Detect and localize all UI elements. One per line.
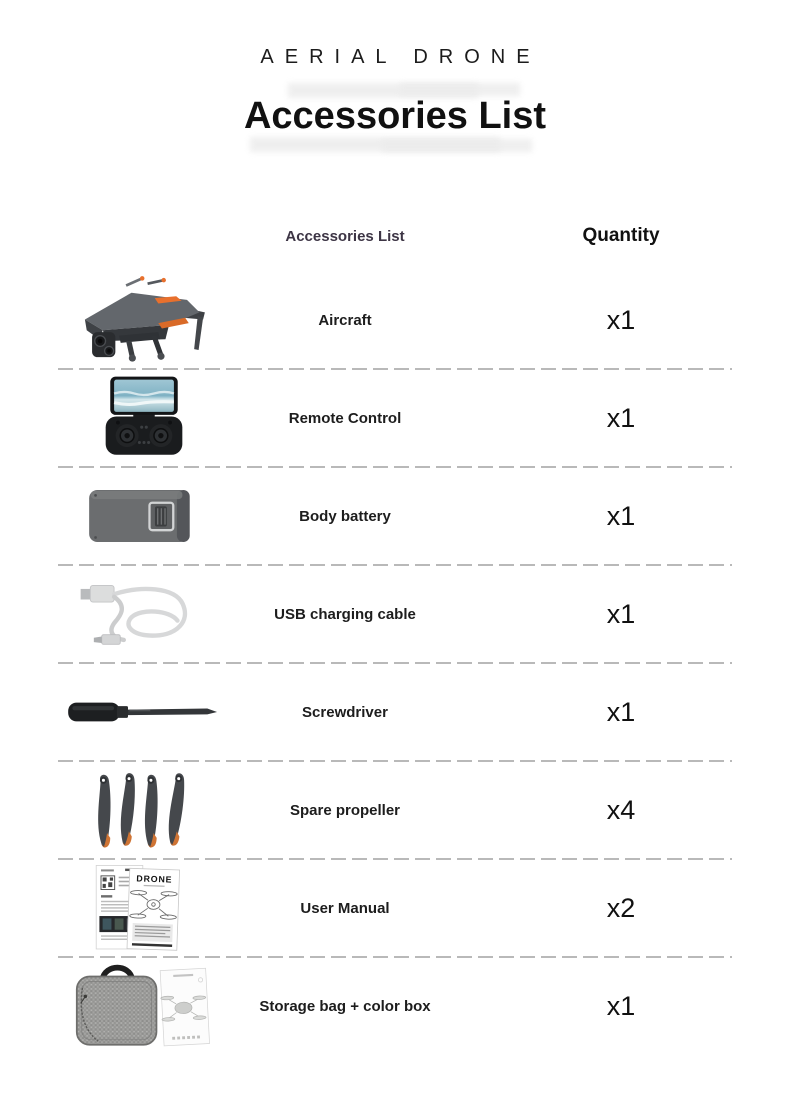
item-quantity: x2: [606, 892, 636, 923]
screwdriver-photo: [58, 692, 230, 732]
folded-drone-image: [64, 273, 224, 367]
table-header-row: [58, 200, 732, 272]
battery-image: [80, 477, 208, 555]
remote-control-image: [83, 372, 205, 464]
usb-cable-photo: [58, 566, 732, 662]
column-header-quantity: Quantity: [582, 225, 660, 246]
item-label: Storage bag + color box: [259, 997, 431, 1015]
item-label: USB charging cable: [274, 605, 416, 623]
body-battery-photo: [58, 477, 230, 555]
storage-bag-box-photo: [58, 958, 230, 1054]
item-quantity: x1: [606, 402, 636, 433]
item-quantity: x4: [606, 794, 636, 825]
table-row: [58, 272, 732, 368]
table-row: [58, 958, 732, 1054]
user-manual-image: [88, 863, 200, 953]
page-title: Accessories List: [243, 95, 547, 137]
table-row: [58, 468, 732, 564]
manual-cover-title: DRONE: [136, 873, 173, 885]
table-row: [58, 664, 732, 760]
propeller-blades-image: [85, 766, 203, 854]
storage-bag-and-box-image: [58, 958, 230, 1054]
item-label: User Manual: [300, 899, 390, 917]
spare-propeller-photo: [58, 766, 230, 854]
brand-text: AERIAL DRONE: [260, 46, 541, 68]
accessories-table: [58, 200, 732, 1054]
item-label: Body battery: [299, 507, 391, 525]
item-label: Aircraft: [318, 311, 372, 329]
item-quantity: x1: [606, 304, 636, 335]
page-title-wrap: [244, 95, 546, 138]
item-quantity: x1: [606, 598, 636, 629]
page-header: [0, 0, 790, 138]
table-row: [58, 762, 732, 858]
usb-cable-image: [78, 572, 210, 656]
item-quantity: x1: [606, 696, 636, 727]
title-ghost-decoration: [382, 139, 532, 152]
user-manual-photo: [58, 863, 230, 953]
item-label: Spare propeller: [289, 801, 401, 819]
item-label: Screwdriver: [302, 703, 388, 721]
item-quantity: x1: [606, 500, 636, 531]
table-row: [58, 370, 732, 466]
aircraft-photo: [58, 273, 230, 367]
table-row: [58, 860, 732, 956]
item-label: Remote Control: [288, 409, 402, 427]
screwdriver-image: [64, 692, 224, 732]
remote-control-photo: [58, 372, 230, 464]
item-quantity: x1: [606, 990, 636, 1021]
column-header-accessories: Accessories List: [285, 227, 405, 245]
